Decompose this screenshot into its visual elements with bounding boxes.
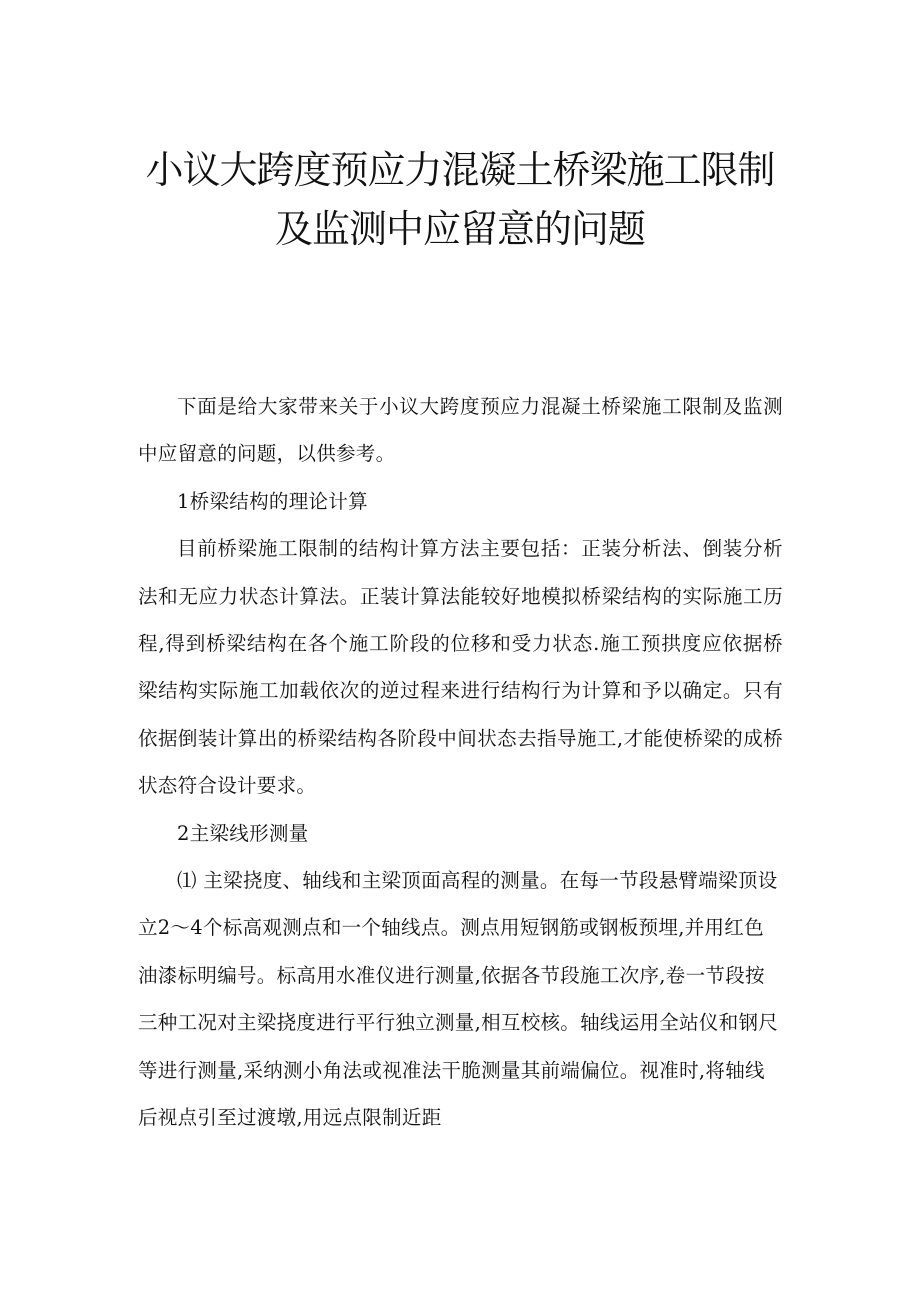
document-body [138, 383, 783, 1142]
intro-paragraph: 下面是给大家带来关于小议大跨度预应力混凝土桥梁施工限制及监测中应留意的问题，以供参考。 [138, 395, 783, 466]
section-2-paragraph: ⑴ 主梁挠度、轴线和主梁顶面高程的测量。在每一节段悬臂端梁顶设立2～4个标高观测点和一个轴线点。测点用短钢筋或钢板预埋,并用红色油漆标明编号。标高用水准仪进行测量,依据各节段施工次序,卷一节段按三种工况对主梁挠度进行平行独立测量,相互校核。轴线运用全站仪和钢尺等进行测量,采纳测小角法或视准法干脆测量其前端偏位。视准时,将轴线后视点引至过渡墩,用远点限制近距 [138, 869, 779, 1130]
title-line-2: 及监测中应留意的问题 [274, 207, 645, 251]
section-1-paragraph: 目前桥梁施工限制的结构计算方法主要包括：正装分析法、倒装分析法和无应力状态计算法。正装计算法能较好地模拟桥梁结构的实际施工历程,得到桥梁结构在各个施工阶段的位移和受力状态.施工预拱度应依据桥梁结构实际施工加载依次的逆过程来进行结构行为计算和予以确定。只有依据倒装计算出的桥梁结构各阶段中间状态去指导施工,才能使桥梁的成桥状态符合设计要求。 [138, 537, 783, 798]
section-1-heading: 1桥梁结构的理论计算 [177, 489, 368, 513]
section-2-heading: 2主梁线形测量 [177, 821, 309, 845]
title-line-1: 小议大跨度预应力混凝土桥梁施工限制 [145, 148, 775, 192]
